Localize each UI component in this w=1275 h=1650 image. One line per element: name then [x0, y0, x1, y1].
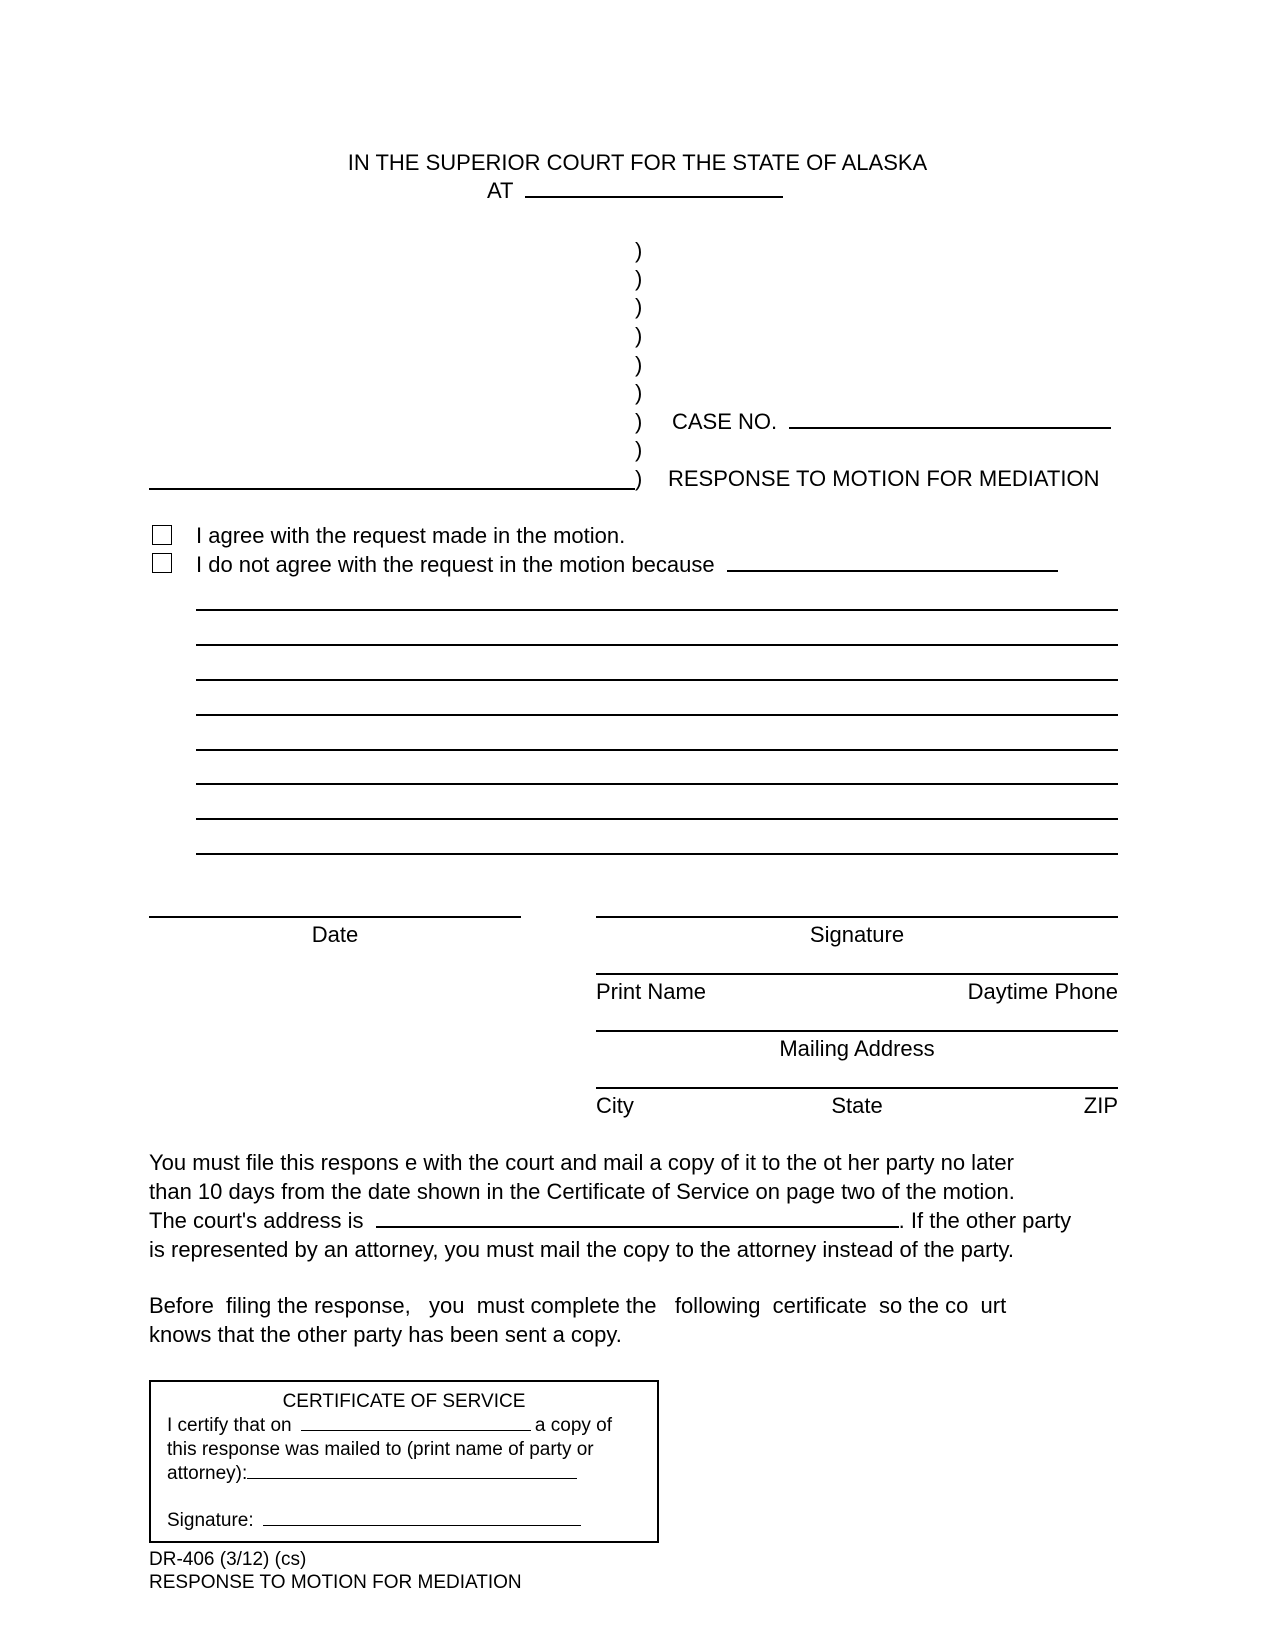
case-number-row	[672, 409, 1111, 435]
case-number-field[interactable]	[789, 409, 1111, 429]
zip-label: ZIP	[1083, 1093, 1118, 1118]
court-address-label: The court's address is	[149, 1208, 364, 1233]
caption-paren: )	[635, 380, 643, 405]
certificate-signature-label: Signature:	[167, 1510, 254, 1531]
certificate-instructions	[149, 1291, 1124, 1349]
caption-paren: )	[635, 238, 643, 263]
reason-line[interactable]	[196, 749, 1118, 751]
court-location-field[interactable]	[525, 178, 783, 198]
certificate-signature-field[interactable]	[263, 1510, 581, 1526]
city-label: City	[596, 1093, 634, 1118]
caption-paren: )	[635, 323, 643, 348]
instruction-line: Before filing the response, you must complete the following certificate so the co urt	[149, 1293, 1007, 1318]
disagree-option-label: I do not agree with the request in the motion because	[196, 552, 715, 577]
disagree-reason-field[interactable]	[727, 552, 1058, 572]
certificate-date-field[interactable]	[301, 1415, 531, 1431]
certificate-recipient-label: attorney):	[167, 1463, 248, 1484]
certificate-of-service-box	[149, 1380, 659, 1543]
mailing-address-field[interactable]	[596, 1030, 1118, 1032]
state-label: State	[831, 1093, 883, 1118]
reason-line[interactable]	[196, 609, 1118, 611]
certificate-recipient-row	[167, 1462, 577, 1485]
instruction-line: than 10 days from the date shown in the Certificate of Service on page two of the motion.	[149, 1179, 1015, 1204]
certificate-title: CERTIFICATE OF SERVICE	[282, 1391, 526, 1412]
date-label: Date	[311, 922, 359, 947]
signature-label: Signature	[809, 922, 905, 947]
reason-line[interactable]	[196, 644, 1118, 646]
court-address-field[interactable]	[376, 1208, 899, 1228]
certificate-date-row	[167, 1414, 612, 1437]
certificate-line1-suffix: a copy of	[534, 1415, 613, 1436]
mailing-address-label: Mailing Address	[779, 1036, 935, 1061]
instruction-line: You must file this respons e with the court and mail a copy of it to the ot her party no later	[149, 1150, 1014, 1175]
date-field[interactable]	[149, 916, 521, 918]
caption-paren: )	[635, 294, 643, 319]
case-no-label: CASE NO.	[672, 409, 778, 434]
daytime-phone-label: Daytime Phone	[967, 979, 1118, 1004]
footer-form-title: RESPONSE TO MOTION FOR MEDIATION	[149, 1572, 522, 1593]
certificate-signature-row	[167, 1509, 581, 1532]
print-name-label: Print Name	[596, 979, 707, 1004]
caption-paren: )	[635, 466, 643, 491]
signature-field[interactable]	[596, 916, 1118, 918]
agree-checkbox[interactable]	[152, 525, 172, 545]
filing-instructions	[149, 1148, 1124, 1264]
court-address-row	[149, 1206, 1124, 1235]
print-name-phone-field[interactable]	[596, 973, 1118, 975]
certificate-line1-label: I certify that on	[167, 1415, 292, 1436]
disagree-option-row	[196, 552, 1058, 578]
reason-line[interactable]	[196, 783, 1118, 785]
reason-line[interactable]	[196, 679, 1118, 681]
certificate-line2: this response was mailed to (print name of party or	[167, 1439, 594, 1460]
court-title: IN THE SUPERIOR COURT FOR THE STATE OF ALASKA	[347, 150, 928, 175]
at-label: AT	[487, 178, 514, 203]
reason-line[interactable]	[196, 818, 1118, 820]
caption-paren: )	[635, 266, 643, 291]
agree-option-label: I agree with the request made in the motion.	[196, 523, 626, 548]
court-address-suffix: . If the other party	[898, 1208, 1072, 1233]
certificate-recipient-field[interactable]	[247, 1463, 577, 1479]
city-state-zip-field[interactable]	[596, 1087, 1118, 1089]
caption-paren: )	[635, 437, 643, 462]
form-number: DR-406 (3/12) (cs)	[149, 1549, 307, 1570]
caption-paren: )	[635, 409, 643, 434]
disagree-checkbox[interactable]	[152, 553, 172, 573]
court-location-row	[487, 178, 783, 204]
instruction-line: is represented by an attorney, you must mail the copy to the attorney instead of the party.	[149, 1237, 1014, 1262]
caption-paren: )	[635, 352, 643, 377]
instruction-line: knows that the other party has been sent a copy.	[149, 1322, 622, 1347]
reason-line[interactable]	[196, 853, 1118, 855]
party-name-field[interactable]	[149, 488, 635, 490]
reason-line[interactable]	[196, 714, 1118, 716]
document-title: RESPONSE TO MOTION FOR MEDIATION	[668, 466, 1100, 491]
